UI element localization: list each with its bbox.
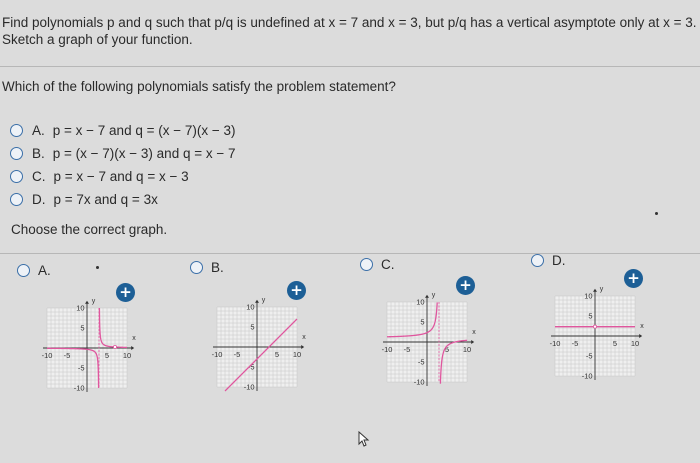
option-b[interactable] <box>10 142 236 165</box>
radio-button-icon[interactable] <box>10 147 23 160</box>
graph-option-letter: B. <box>211 260 224 275</box>
y-tick-label: -5 <box>585 351 593 361</box>
hole-marker <box>593 325 596 328</box>
problem-line-2: Sketch a graph of your function. <box>2 32 193 47</box>
y-axis-arrow <box>425 295 429 298</box>
option-a[interactable] <box>10 119 236 142</box>
x-tick-label: -10 <box>211 350 223 359</box>
y-tick-label: 5 <box>80 323 85 333</box>
graph-plot <box>32 286 142 396</box>
y-tick-label: 10 <box>584 291 593 301</box>
y-tick-label: -5 <box>417 357 425 367</box>
x-axis-label: x <box>132 335 136 342</box>
option-letter: D. <box>32 192 46 207</box>
graph-plot <box>540 274 650 384</box>
graph-option-a[interactable] <box>17 263 51 278</box>
x-tick-label: 5 <box>444 345 450 354</box>
y-axis-arrow <box>85 301 89 304</box>
x-tick-label: 5 <box>612 339 618 348</box>
x-tick-label: -5 <box>233 350 241 359</box>
x-tick-label: 5 <box>274 350 280 359</box>
radio-button-icon[interactable] <box>531 254 544 267</box>
y-tick-label: 10 <box>246 302 255 312</box>
x-tick-label: 10 <box>122 351 132 360</box>
radio-button-icon[interactable] <box>190 261 203 274</box>
graph-plot <box>202 285 312 395</box>
graph-option-letter: A. <box>38 263 51 278</box>
graph-plot <box>372 280 482 390</box>
y-tick-label: 5 <box>588 311 593 321</box>
y-tick-label: -10 <box>413 377 425 387</box>
x-tick-label: -10 <box>41 351 53 360</box>
radio-button-icon[interactable] <box>17 264 30 277</box>
answer-options <box>10 119 236 211</box>
x-tick-label: -5 <box>571 339 579 348</box>
stray-dot <box>655 212 658 215</box>
graph-option-d[interactable] <box>531 253 566 268</box>
option-letter: B. <box>32 146 45 161</box>
divider <box>0 66 700 67</box>
x-tick-label: 10 <box>630 339 640 348</box>
option-letter: A. <box>32 123 45 138</box>
y-axis-arrow <box>255 300 259 303</box>
zoom-in-icon[interactable]: + <box>624 269 643 288</box>
zoom-in-icon[interactable]: + <box>456 276 475 295</box>
radio-button-icon[interactable] <box>10 124 23 137</box>
graph-option-b[interactable] <box>190 260 224 275</box>
x-tick-label: 10 <box>292 350 302 359</box>
graph-d[interactable] <box>540 274 650 384</box>
y-tick-label: 10 <box>76 303 85 313</box>
x-axis-label: x <box>640 323 644 330</box>
graph-a[interactable] <box>32 286 142 396</box>
x-axis-arrow <box>471 340 474 344</box>
x-axis-arrow <box>301 345 304 349</box>
radio-button-icon[interactable] <box>360 258 373 271</box>
x-axis-label: x <box>302 334 306 341</box>
x-tick-label: -10 <box>381 345 393 354</box>
y-tick-label: -10 <box>581 371 593 381</box>
y-tick-label: -10 <box>73 383 85 393</box>
x-axis-arrow <box>639 334 642 338</box>
mouse-cursor-icon <box>357 431 371 447</box>
option-text: p = x − 7 and q = (x − 7)(x − 3) <box>52 123 236 138</box>
question-text: Which of the following polynomials satisfy the problem statement? <box>2 79 396 94</box>
y-tick-label: 5 <box>420 317 425 327</box>
y-axis-label: y <box>91 298 96 306</box>
graph-option-letter: C. <box>381 257 395 272</box>
x-axis-label: x <box>472 329 476 336</box>
option-d[interactable] <box>10 188 236 211</box>
graph-c[interactable] <box>372 280 482 390</box>
zoom-in-icon[interactable]: + <box>116 283 135 302</box>
x-tick-label: -5 <box>63 351 71 360</box>
option-letter: C. <box>32 169 46 184</box>
y-axis-label: y <box>599 286 604 294</box>
x-tick-label: -10 <box>549 339 561 348</box>
graph-option-c[interactable] <box>360 257 395 272</box>
problem-line-1: Find polynomials p and q such that p/q is undefined at x = 7 and x = 3, but p/q has a vertical asymptote only at x = 3. <box>2 15 697 30</box>
x-tick-label: -5 <box>403 345 411 354</box>
x-axis-arrow <box>131 346 134 350</box>
graph-b[interactable] <box>202 285 312 395</box>
y-axis-label: y <box>261 297 266 305</box>
y-axis-label: y <box>431 292 436 300</box>
option-text: p = (x − 7)(x − 3) and q = x − 7 <box>52 146 236 161</box>
x-tick-label: 5 <box>104 351 110 360</box>
option-text: p = 7x and q = 3x <box>53 192 158 207</box>
y-tick-label: -5 <box>247 362 255 372</box>
choose-graph-label: Choose the correct graph. <box>11 222 168 237</box>
radio-button-icon[interactable] <box>10 193 23 206</box>
zoom-in-icon[interactable]: + <box>287 281 306 300</box>
radio-button-icon[interactable] <box>10 170 23 183</box>
graph-option-letter: D. <box>552 253 566 268</box>
option-c[interactable] <box>10 165 236 188</box>
option-text: p = x − 7 and q = x − 3 <box>53 169 189 184</box>
x-tick-label: 10 <box>462 345 472 354</box>
stray-dot <box>96 266 99 269</box>
y-tick-label: 5 <box>250 322 255 332</box>
divider <box>0 253 700 254</box>
y-axis-arrow <box>593 289 597 292</box>
hole-marker <box>113 345 116 348</box>
y-tick-label: -5 <box>77 363 85 373</box>
problem-statement <box>0 14 700 48</box>
y-tick-label: 10 <box>416 297 425 307</box>
y-tick-label: -10 <box>243 382 255 392</box>
